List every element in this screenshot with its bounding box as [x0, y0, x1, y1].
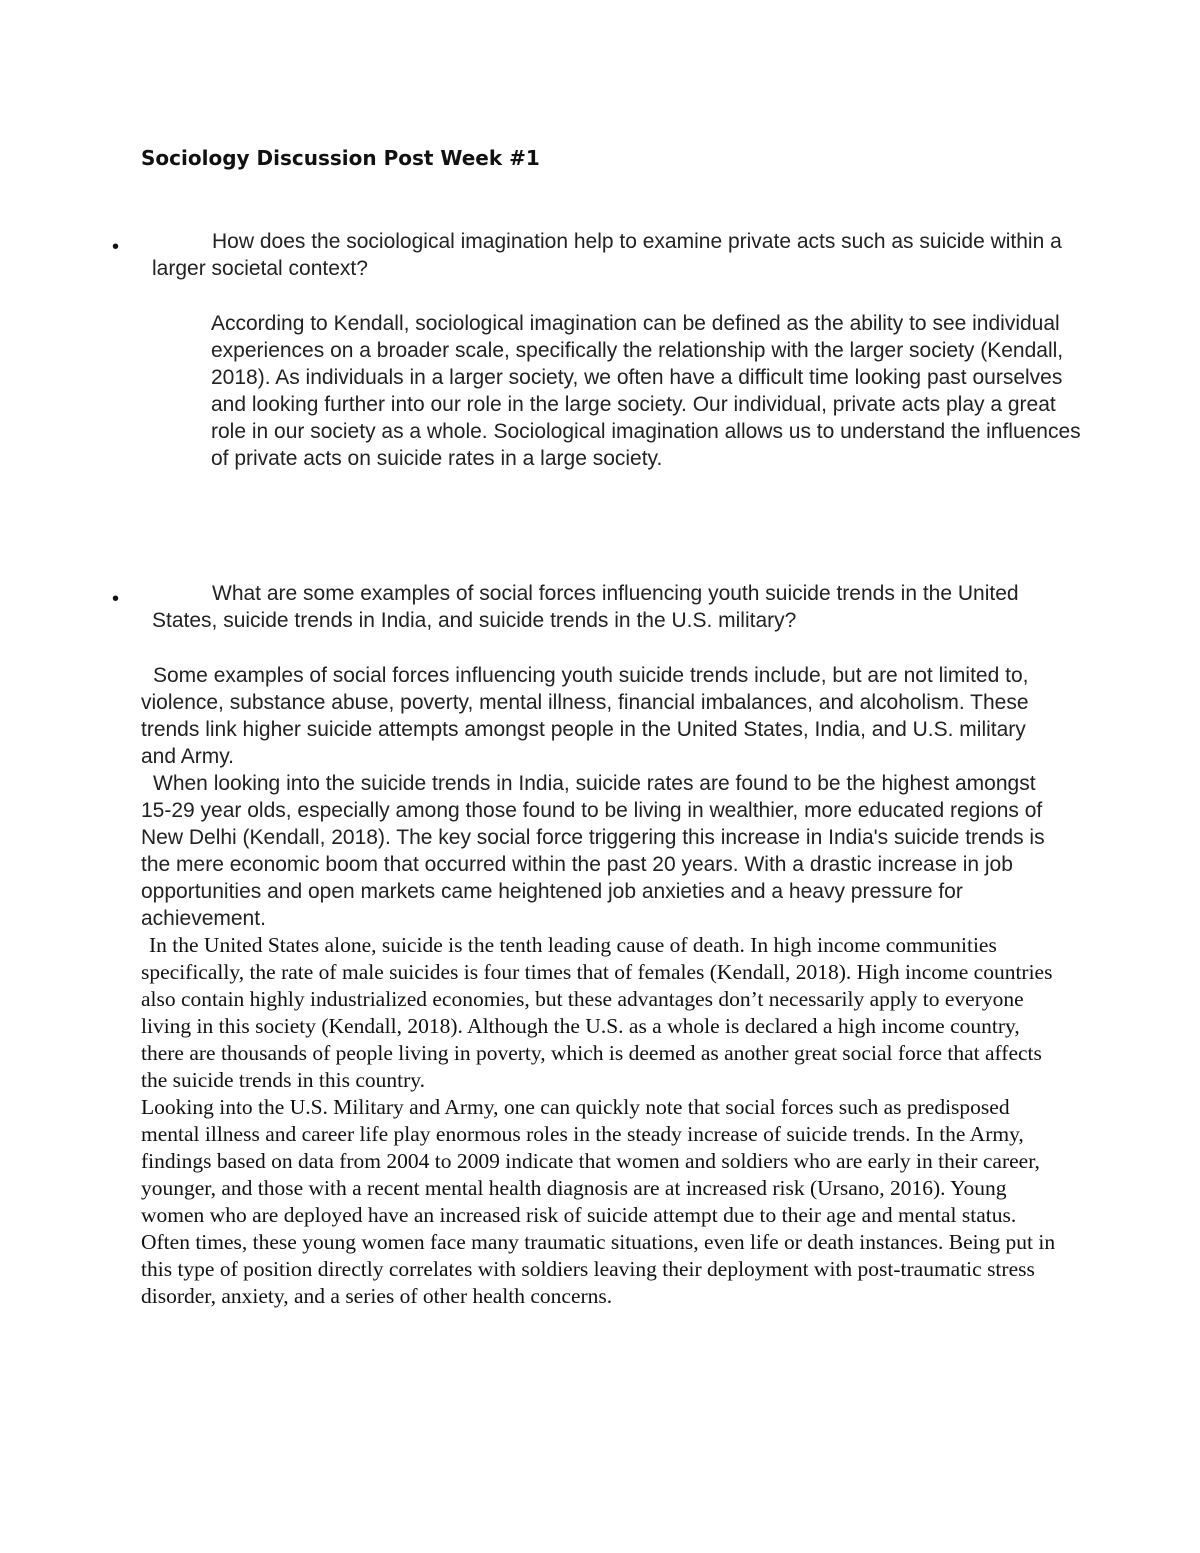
answer-2-paragraph-military: Looking into the U.S. Military and Army, one can quickly note that social forces such as predisposed mental illness and career life play enormous roles in the steady increase of suicide trends. In the Army, findings based on data from 2004 to 2009 indicate that women and soldiers who are early in their career, younger, and those with a recent mental health diagnosis are at increased risk (Ursano, 2016). Young women who are deployed have an increased risk of suicide attempt due to their age and mental status. Often times, these young women face many traumatic situations, even life or death instances. Being put in this type of position directly correlates with soldiers leaving their deployment with post-traumatic stress disorder, anxiety, and a series of other health concerns. — [141, 1095, 1056, 1308]
question-1-text: How does the sociological imagination help to examine private acts such as suicide within a larger societal context? — [152, 230, 1062, 280]
answer-2-paragraph-india: When looking into the suicide trends in India, suicide rates are found to be the highest amongst 15-29 year olds, especially among those found to be living in wealthier, more educated regions of New Delhi (Kendall, 2018). The key social force triggering this increase in India's suicide trends is the mere economic boom that occurred within the past 20 years. With a drastic increase in job opportunities and open markets came heightened job anxieties and a heavy pressure for achievement. — [141, 772, 1045, 930]
answer-1-paragraph: According to Kendall, sociological imagination can be defined as the ability to see individual experiences on a broader scale, specifically the relationship with the larger society (Kendall, 2018). As individuals in a larger society, we often have a difficult time looking past ourselves and looking further into our role in the large society. Our individual, private acts play a great role in our society as a whole. Sociological imagination allows us to understand the influences of private acts on suicide rates in a large society. — [211, 312, 1081, 470]
answer-2-paragraph-examples: Some examples of social forces influencing youth suicide trends include, but are not limited to, violence, substance abuse, poverty, mental illness, financial imbalances, and alcoholism. These trends link higher suicide attempts amongst people in the United States, India, and U.S. military and Army. — [141, 664, 1029, 768]
answer-2-paragraph-united-states: In the United States alone, suicide is the tenth leading cause of death. In high income communities specifically, the rate of male suicides is four times that of females (Kendall, 2018). High income countries also contain highly industrialized economies, but these advantages don’t necessarily apply to everyone living in this society (Kendall, 2018). Although the U.S. as a whole is declared a high income country, there are thousands of people living in poverty, which is deemed as another great social force that affects the suicide trends in this country. — [141, 933, 1053, 1092]
question-2-text: What are some examples of social forces influencing youth suicide trends in the United States, suicide trends in India, and suicide trends in the U.S. military? — [152, 582, 1019, 632]
bullet-icon: • — [112, 236, 120, 258]
bullet-icon: • — [112, 588, 120, 610]
document-title: Sociology Discussion Post Week #1 — [141, 146, 540, 170]
